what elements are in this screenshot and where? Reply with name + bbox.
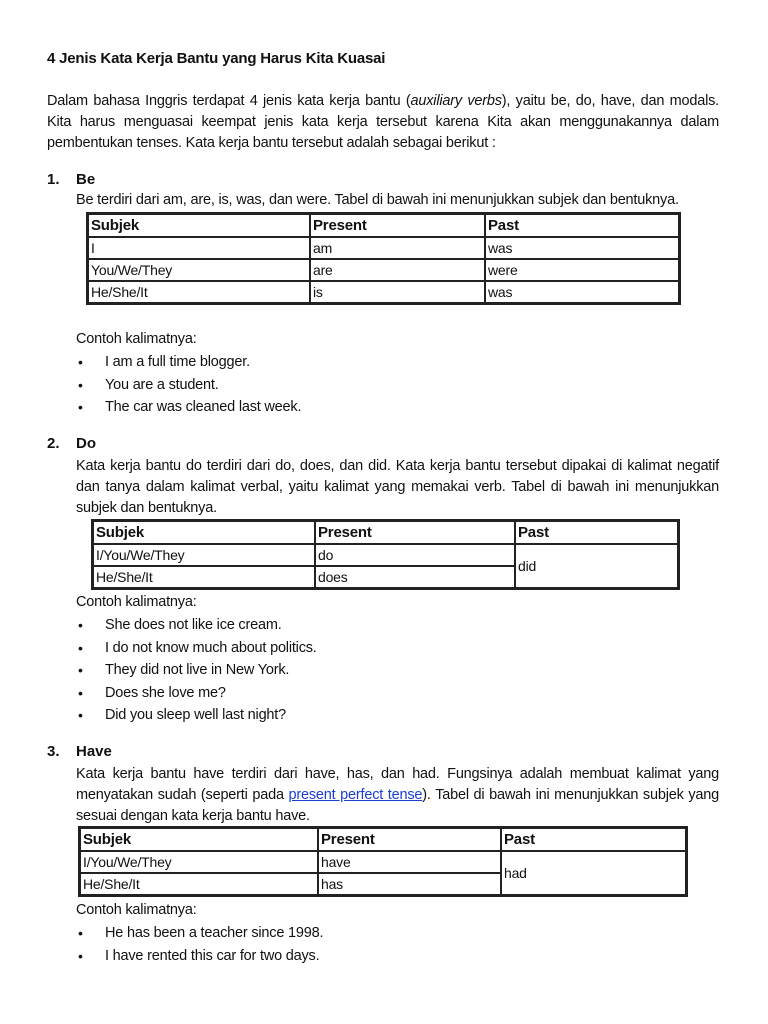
section-description-have xyxy=(76,764,719,827)
cell-past: was xyxy=(485,237,679,259)
table-header-row xyxy=(93,521,678,544)
be-table xyxy=(86,212,681,305)
table-row xyxy=(88,237,679,259)
example-list-do xyxy=(76,614,317,727)
section-description-do: Kata kerja bantu do terdiri dari do, does, dan did. Kata kerja bantu tersebut dipakai di kalimat negatif dan tanya dalam kalimat verbal, yaitu kalimat yang memakai verb. Tabel di bawah ini menunjukkan subjek dan bentuknya. xyxy=(76,458,719,516)
table-header-row xyxy=(80,828,686,851)
section-heading-have: Have xyxy=(76,743,112,760)
cell-past: did xyxy=(515,544,678,588)
table-row xyxy=(80,851,686,873)
header-present: Present xyxy=(318,828,501,851)
list-item: • The car was cleaned last week. xyxy=(76,396,301,419)
list-item: • Did you sleep well last night? xyxy=(76,704,317,727)
header-past: Past xyxy=(485,214,679,237)
list-item: • Does she love me? xyxy=(76,682,317,705)
example-label-do: Contoh kalimatnya: xyxy=(76,594,197,610)
example-list-have xyxy=(76,922,323,967)
page-title: 4 Jenis Kata Kerja Bantu yang Harus Kita Kuasai xyxy=(47,50,386,67)
intro-text-2: ), yaitu be, do, have, dan modals. Kita harus menguasai keempat jenis kata kerja tersebut karena Kita akan menggunakannya dalam pembentukan tenses. Kata kerja bantu tersebut adalah sebagai berikut : xyxy=(47,93,720,151)
cell-subject: I/You/We/They xyxy=(80,851,318,873)
intro-text-1: Dalam bahasa Inggris terdapat 4 jenis kata kerja bantu ( xyxy=(47,93,411,109)
cell-present: have xyxy=(318,851,501,873)
header-past: Past xyxy=(515,521,678,544)
cell-subject: I xyxy=(88,237,310,259)
list-item: • They did not live in New York. xyxy=(76,659,317,682)
section-number-be: 1. xyxy=(47,171,60,188)
section-heading-be: Be xyxy=(76,171,96,188)
cell-subject: I/You/We/They xyxy=(93,544,315,566)
section-heading-do: Do xyxy=(76,435,96,452)
example-label-be: Contoh kalimatnya: xyxy=(76,331,197,347)
have-text-1: Kata kerja bantu have terdiri dari have, has, dan had. Fungsinya adalah membuat kalimat yang menyatakan sudah (seperti pada xyxy=(76,766,719,803)
cell-subject: You/We/They xyxy=(88,259,310,281)
present-perfect-tense-link[interactable]: present perfect tense xyxy=(288,787,423,803)
list-item: • I have rented this car for two days. xyxy=(76,945,323,968)
list-item: • I am a full time blogger. xyxy=(76,351,301,374)
cell-past: was xyxy=(485,281,679,303)
header-subject: Subjek xyxy=(80,828,318,851)
section-number-have: 3. xyxy=(47,743,60,760)
have-table xyxy=(78,826,688,897)
cell-present: does xyxy=(315,566,515,588)
cell-present: are xyxy=(310,259,485,281)
intro-paragraph xyxy=(47,91,719,154)
example-label-have: Contoh kalimatnya: xyxy=(76,902,197,918)
cell-past: had xyxy=(501,851,686,895)
cell-present: has xyxy=(318,873,501,895)
cell-present: am xyxy=(310,237,485,259)
list-item: • I do not know much about politics. xyxy=(76,637,317,660)
header-subject: Subjek xyxy=(88,214,310,237)
header-present: Present xyxy=(315,521,515,544)
example-list-be xyxy=(76,351,301,419)
table-row xyxy=(93,544,678,566)
table-header-row xyxy=(88,214,679,237)
cell-subject: He/She/It xyxy=(88,281,310,303)
table-row xyxy=(88,259,679,281)
list-item: • He has been a teacher since 1998. xyxy=(76,922,323,945)
cell-present: do xyxy=(315,544,515,566)
header-past: Past xyxy=(501,828,686,851)
cell-subject: He/She/It xyxy=(80,873,318,895)
section-number-do: 2. xyxy=(47,435,60,452)
section-description-be: Be terdiri dari am, are, is, was, dan were. Tabel di bawah ini menunjukkan subjek dan bentuknya. xyxy=(76,192,679,208)
cell-past: were xyxy=(485,259,679,281)
cell-present: is xyxy=(310,281,485,303)
do-table xyxy=(91,519,680,590)
header-subject: Subjek xyxy=(93,521,315,544)
cell-subject: He/She/It xyxy=(93,566,315,588)
intro-italic-term: auxiliary verbs xyxy=(410,93,502,109)
have-text-2: ). Tabel di bawah ini menunjukkan subjek yang sesuai dengan kata kerja bantu have. xyxy=(76,787,719,824)
header-present: Present xyxy=(310,214,485,237)
list-item: • You are a student. xyxy=(76,374,301,397)
list-item: • She does not like ice cream. xyxy=(76,614,317,637)
table-row xyxy=(88,281,679,303)
